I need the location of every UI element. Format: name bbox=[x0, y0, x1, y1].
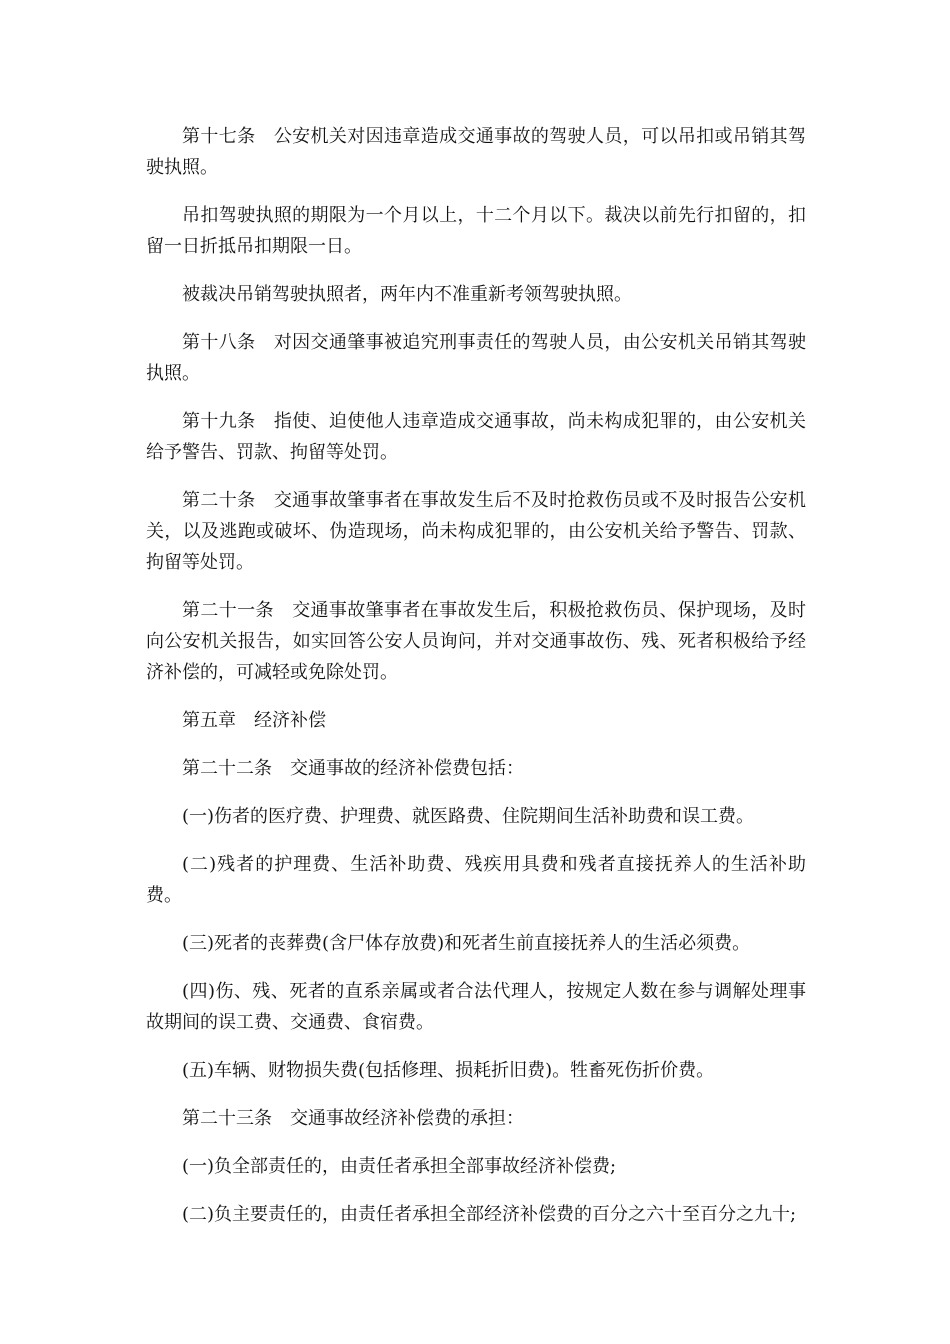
article-17-paragraph: 第十七条 公安机关对因违章造成交通事故的驾驶人员，可以吊扣或吊销其驾驶执照。 bbox=[146, 126, 806, 178]
revocation-ban-paragraph: 被裁决吊销驾驶执照者，两年内不准重新考领驾驶执照。 bbox=[182, 284, 632, 305]
article-19-paragraph: 第十九条 指使、迫使他人违章造成交通事故，尚未构成犯罪的，由公安机关给予警告、罚款、拘留等处罚。 bbox=[146, 411, 806, 463]
article-23-paragraph: 第二十三条 交通事故经济补偿费的承担： bbox=[182, 1108, 524, 1129]
article-22-item-4: (四)伤、残、死者的直系亲属或者合法代理人，按规定人数在参与调解处理事故期间的误工费、交通费、食宿费。 bbox=[146, 981, 806, 1033]
article-23-item-2: (二)负主要责任的，由责任者承担全部经济补偿费的百分之六十至百分之九十; bbox=[182, 1204, 797, 1225]
article-22-paragraph: 第二十二条 交通事故的经济补偿费包括： bbox=[182, 758, 524, 779]
article-22-item-5: (五)车辆、财物损失费(包括修理、损耗折旧费)。牲畜死伤折价费。 bbox=[182, 1060, 715, 1081]
document-page bbox=[146, 121, 806, 1247]
article-21-paragraph: 第二十一条 交通事故肇事者在事故发生后，积极抢救伤员、保护现场，及时向公安机关报告，如实回答公安人员询问，并对交通事故伤、残、死者积极给予经济补偿的，可减轻或免除处罚。 bbox=[146, 600, 806, 683]
article-22-item-1: (一)伤者的医疗费、护理费、就医路费、住院期间生活补助费和误工费。 bbox=[182, 806, 755, 827]
article-23-item-1: (一)负全部责任的，由责任者承担全部事故经济补偿费; bbox=[182, 1156, 617, 1177]
article-18-paragraph: 第十八条 对因交通肇事被追究刑事责任的驾驶人员，由公安机关吊销其驾驶执照。 bbox=[146, 332, 806, 384]
article-20-paragraph: 第二十条 交通事故肇事者在事故发生后不及时抢救伤员或不及时报告公安机关，以及逃跑或破坏、伪造现场，尚未构成犯罪的，由公安机关给予警告、罚款、拘留等处罚。 bbox=[146, 490, 806, 573]
chapter-5-heading: 第五章 经济补偿 bbox=[182, 710, 326, 731]
article-22-item-3: (三)死者的丧葬费(含尸体存放费)和死者生前直接抚养人的生活必须费。 bbox=[182, 933, 751, 954]
suspension-period-paragraph: 吊扣驾驶执照的期限为一个月以上，十二个月以下。裁决以前先行扣留的，扣留一日折抵吊扣期限一日。 bbox=[146, 205, 806, 257]
article-22-item-2: (二)残者的护理费、生活补助费、残疾用具费和残者直接抚养人的生活补助费。 bbox=[146, 854, 806, 906]
